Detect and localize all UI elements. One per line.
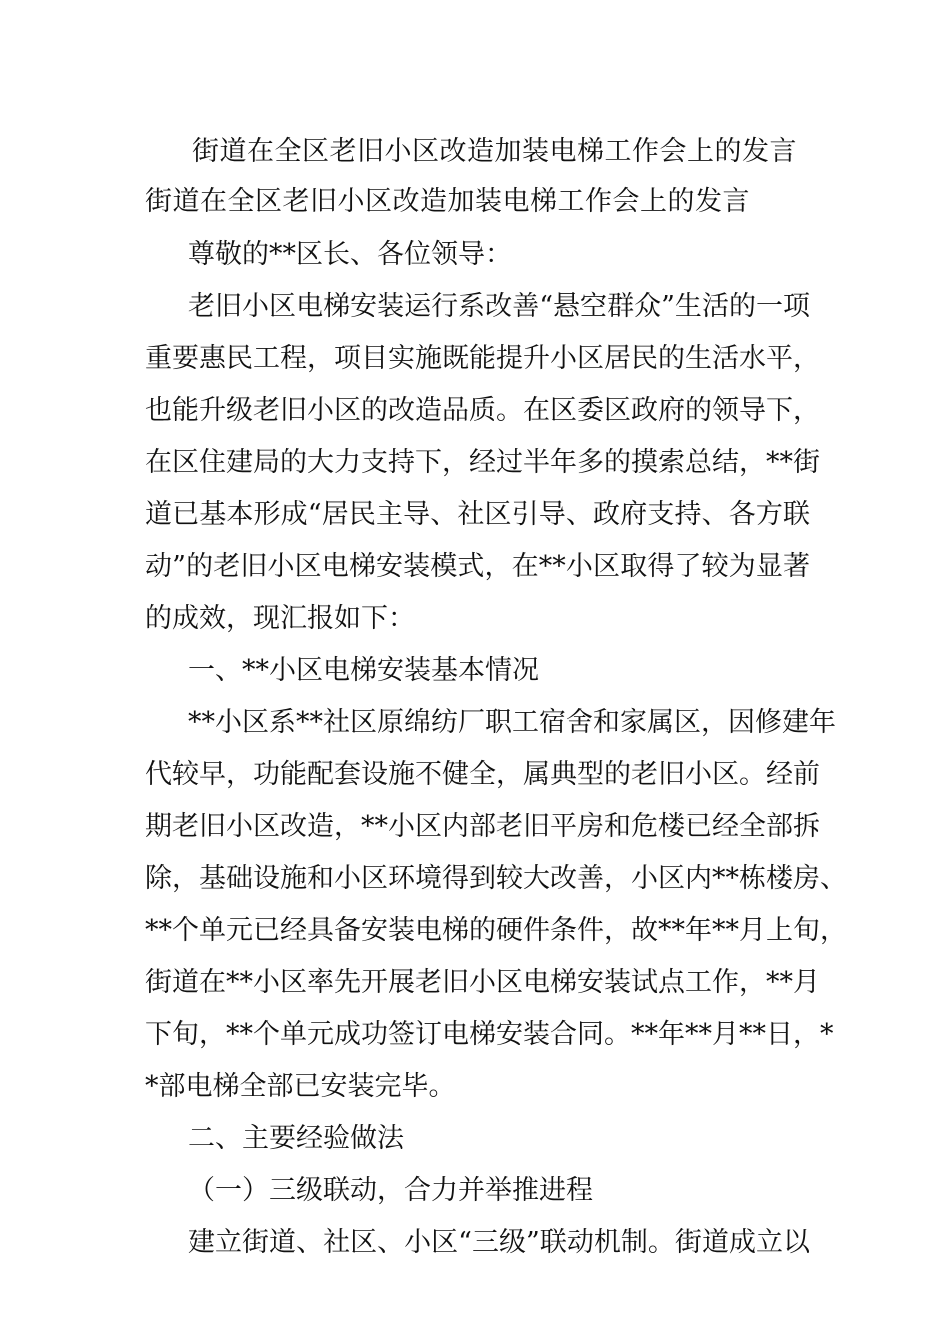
heading-line: 二、主要经验做法 (188, 1123, 404, 1154)
text-line: 下旬，**个单元成功签订电梯安装合同。**年**月**日，* (145, 1019, 834, 1050)
text-line: 街道在**小区率先开展老旧小区电梯安装试点工作，**月 (145, 967, 820, 998)
document-body (145, 229, 847, 1269)
section-heading-2 (145, 1113, 810, 1165)
text-line: *部电梯全部已安装完毕。 (145, 1071, 456, 1102)
text-line: **小区系**社区原绵纺厂职工宿舍和家属区，因修建年 (188, 707, 836, 738)
subsection-heading-2-1 (145, 1165, 810, 1217)
text-line: 代较早，功能配套设施不健全，属典型的老旧小区。经前 (145, 759, 820, 790)
text-line: 重要惠民工程，项目实施既能提升小区居民的生活水平， (145, 343, 820, 374)
text-line: 道已基本形成“居民主导、社区引导、政府支持、各方联 (145, 499, 810, 530)
paragraph-section-2-1 (145, 1217, 810, 1269)
text-line: 建立街道、社区、小区“三级”联动机制。街道成立以 (188, 1227, 810, 1258)
paragraph-section-1 (145, 697, 847, 1113)
text-line: 除，基础设施和小区环境得到较大改善，小区内**栋楼房、 (145, 863, 847, 894)
text-line: 动”的老旧小区电梯安装模式，在**小区取得了较为显著 (145, 551, 810, 582)
document-title: 街道在全区老旧小区改造加装电梯工作会上的发言 (192, 136, 797, 167)
text-line: 期老旧小区改造，**小区内部老旧平房和危楼已经全部拆 (145, 811, 820, 842)
heading-line: 一、**小区电梯安装基本情况 (188, 655, 539, 686)
text-line: 的成效，现汇报如下： (145, 603, 415, 634)
text-line: 老旧小区电梯安装运行系改善“悬空群众”生活的一项 (188, 291, 810, 322)
salutation: 尊敬的**区长、各位领导： (188, 239, 512, 270)
text-line: **个单元已经具备安装电梯的硬件条件，故**年**月上旬， (145, 915, 847, 946)
document-subtitle: 街道在全区老旧小区改造加装电梯工作会上的发言 (145, 186, 750, 217)
heading-line: （一）三级联动，合力并举推进程 (188, 1175, 593, 1206)
text-line: 也能升级老旧小区的改造品质。在区委区政府的领导下， (145, 395, 820, 426)
text-line: 在区住建局的大力支持下，经过半年多的摸索总结，**街 (145, 447, 820, 478)
section-heading-1 (145, 645, 810, 697)
paragraph-intro (145, 281, 820, 645)
